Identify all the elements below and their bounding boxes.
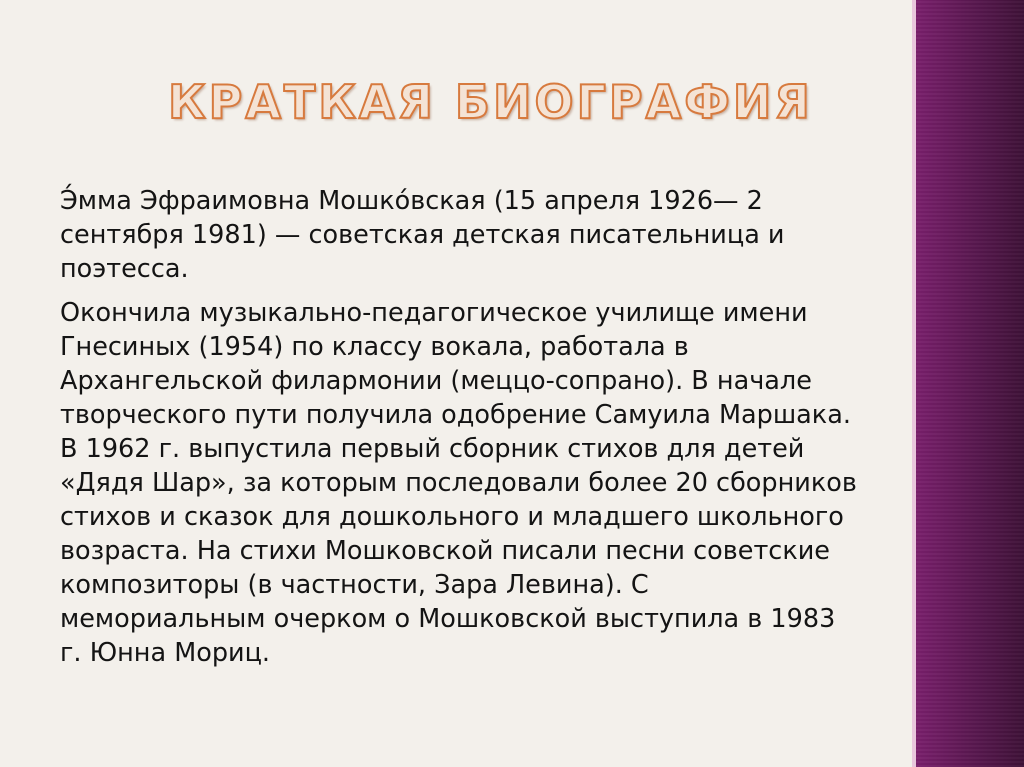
paragraph-career: Окончила музыкально-педагогическое училище имени Гнесиных (1954) по классу вокала, работала в Архангельской филармонии (меццо-сопрано). В начале творческого пути получила одобрение Самуила Маршака. В 1962 г. выпустила первый сборник стихов для детей «Дядя Шар», за которым последовали более 20 сборников стихов и сказок для дошкольного и младшего школьного возраста. На стихи Мошковской писали песни советские композиторы (в частности, Зара Левина). С мемориальным очерком о Мошковской выступила в 1983 г. Юнна Мориц. — [60, 298, 857, 668]
paragraph-intro: Э́мма Эфраимовна Мошко́вская (15 апреля 1926— 2 сентября 1981) — советская детская писательница и поэтесса. — [60, 186, 785, 284]
slide-title: КРАТКАЯ БИОГРАФИЯ — [168, 75, 813, 129]
side-band-texture — [916, 0, 1024, 767]
slide-body — [60, 184, 860, 680]
